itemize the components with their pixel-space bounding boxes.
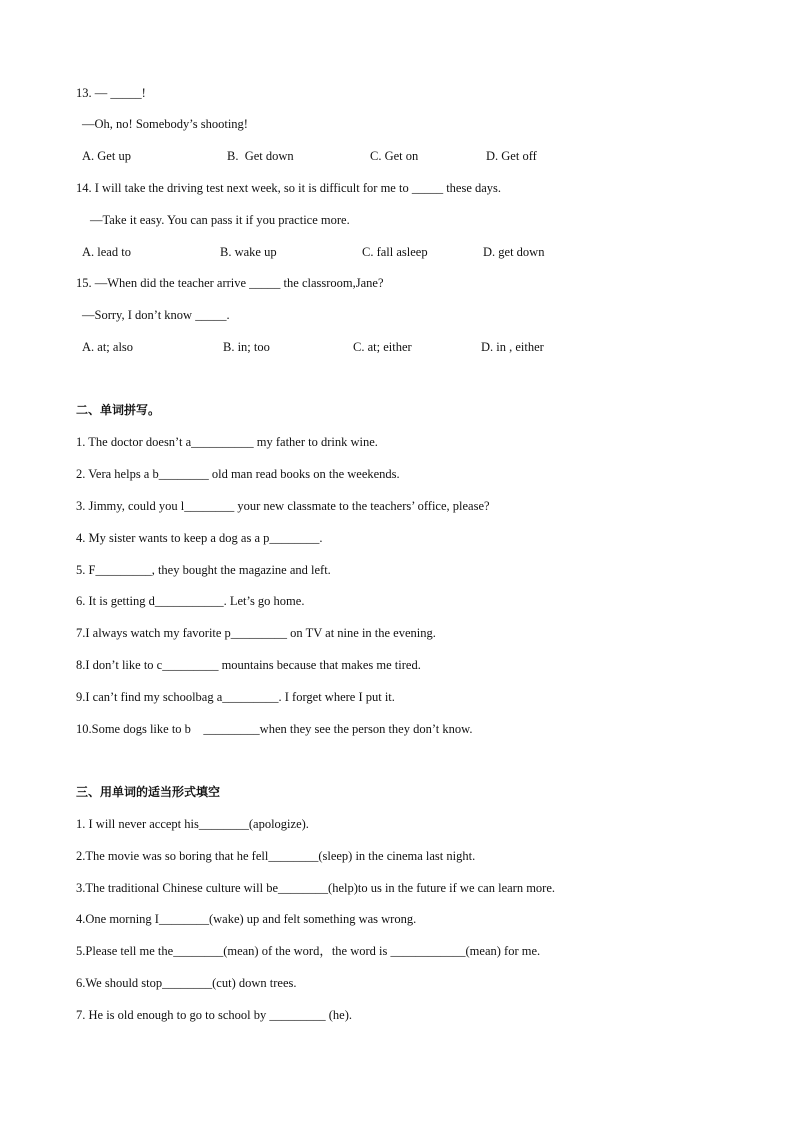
spelling-item: 7.I always watch my favorite p_________ on TV at nine in the evening. [76, 626, 436, 640]
word-form-item: 2.The movie was so boring that he fell________(sleep) in the cinema last night. [76, 849, 476, 863]
spelling-item: 2. Vera helps a b________ old man read books on the weekends. [76, 467, 400, 481]
question-14: 14. I will take the driving test next week, so it is difficult for me to _____ these days. [76, 181, 502, 195]
question-15-options [82, 339, 642, 355]
word-form-item: 5.Please tell me the________(mean) of the word，the word is ____________(mean) for me. [76, 944, 541, 958]
section-3-heading: 三、用单词的适当形式填空 [76, 785, 221, 799]
spelling-item: 6. It is getting d___________. Let’s go home. [76, 594, 305, 608]
option-d: D. Get off [486, 149, 537, 163]
option-c: C. at; either [353, 340, 412, 354]
option-b: B. in; too [223, 340, 270, 354]
word-form-item: 7. He is old enough to go to school by _________ (he). [76, 1008, 353, 1022]
word-form-item: 3.The traditional Chinese culture will be________(help)to us in the future if we can learn more. [76, 881, 556, 895]
option-a: A. lead to [82, 245, 131, 259]
question-13-answer: —Oh, no! Somebody’s shooting! [82, 117, 248, 131]
spelling-item: 9.I can’t find my schoolbag a_________. I forget where I put it. [76, 690, 395, 704]
spelling-item: 1. The doctor doesn’t a__________ my father to drink wine. [76, 435, 378, 449]
option-b: B. Get down [227, 149, 294, 163]
word-form-item: 6.We should stop________(cut) down trees. [76, 976, 297, 990]
spelling-item: 10.Some dogs like to b _________when they see the person they don’t know. [76, 722, 473, 736]
option-b: B. wake up [220, 245, 277, 259]
word-form-item: 4.One morning I________(wake) up and felt something was wrong. [76, 912, 417, 926]
question-14-answer: —Take it easy. You can pass it if you practice more. [90, 213, 350, 227]
option-a: A. at; also [82, 340, 134, 354]
spelling-item: 5. F_________, they bought the magazine and left. [76, 563, 331, 577]
spelling-item: 4. My sister wants to keep a dog as a p________. [76, 531, 323, 545]
option-a: A. Get up [82, 149, 131, 163]
question-14-options [82, 244, 642, 260]
option-c: C. fall asleep [362, 245, 428, 259]
option-d: D. get down [483, 245, 545, 259]
question-15: 15. —When did the teacher arrive _____ the classroom,Jane? [76, 276, 384, 290]
question-15-answer: —Sorry, I don’t know _____. [82, 308, 230, 322]
option-d: D. in , either [481, 340, 544, 354]
spelling-item: 3. Jimmy, could you l________ your new classmate to the teachers’ office, please? [76, 499, 490, 513]
section-2-heading: 二、单词拼写。 [76, 403, 161, 417]
spelling-item: 8.I don’t like to c_________ mountains because that makes me tired. [76, 658, 421, 672]
option-c: C. Get on [370, 149, 419, 163]
question-13: 13. — _____! [76, 86, 146, 100]
question-13-options [82, 148, 642, 164]
word-form-item: 1. I will never accept his________(apologize). [76, 817, 309, 831]
